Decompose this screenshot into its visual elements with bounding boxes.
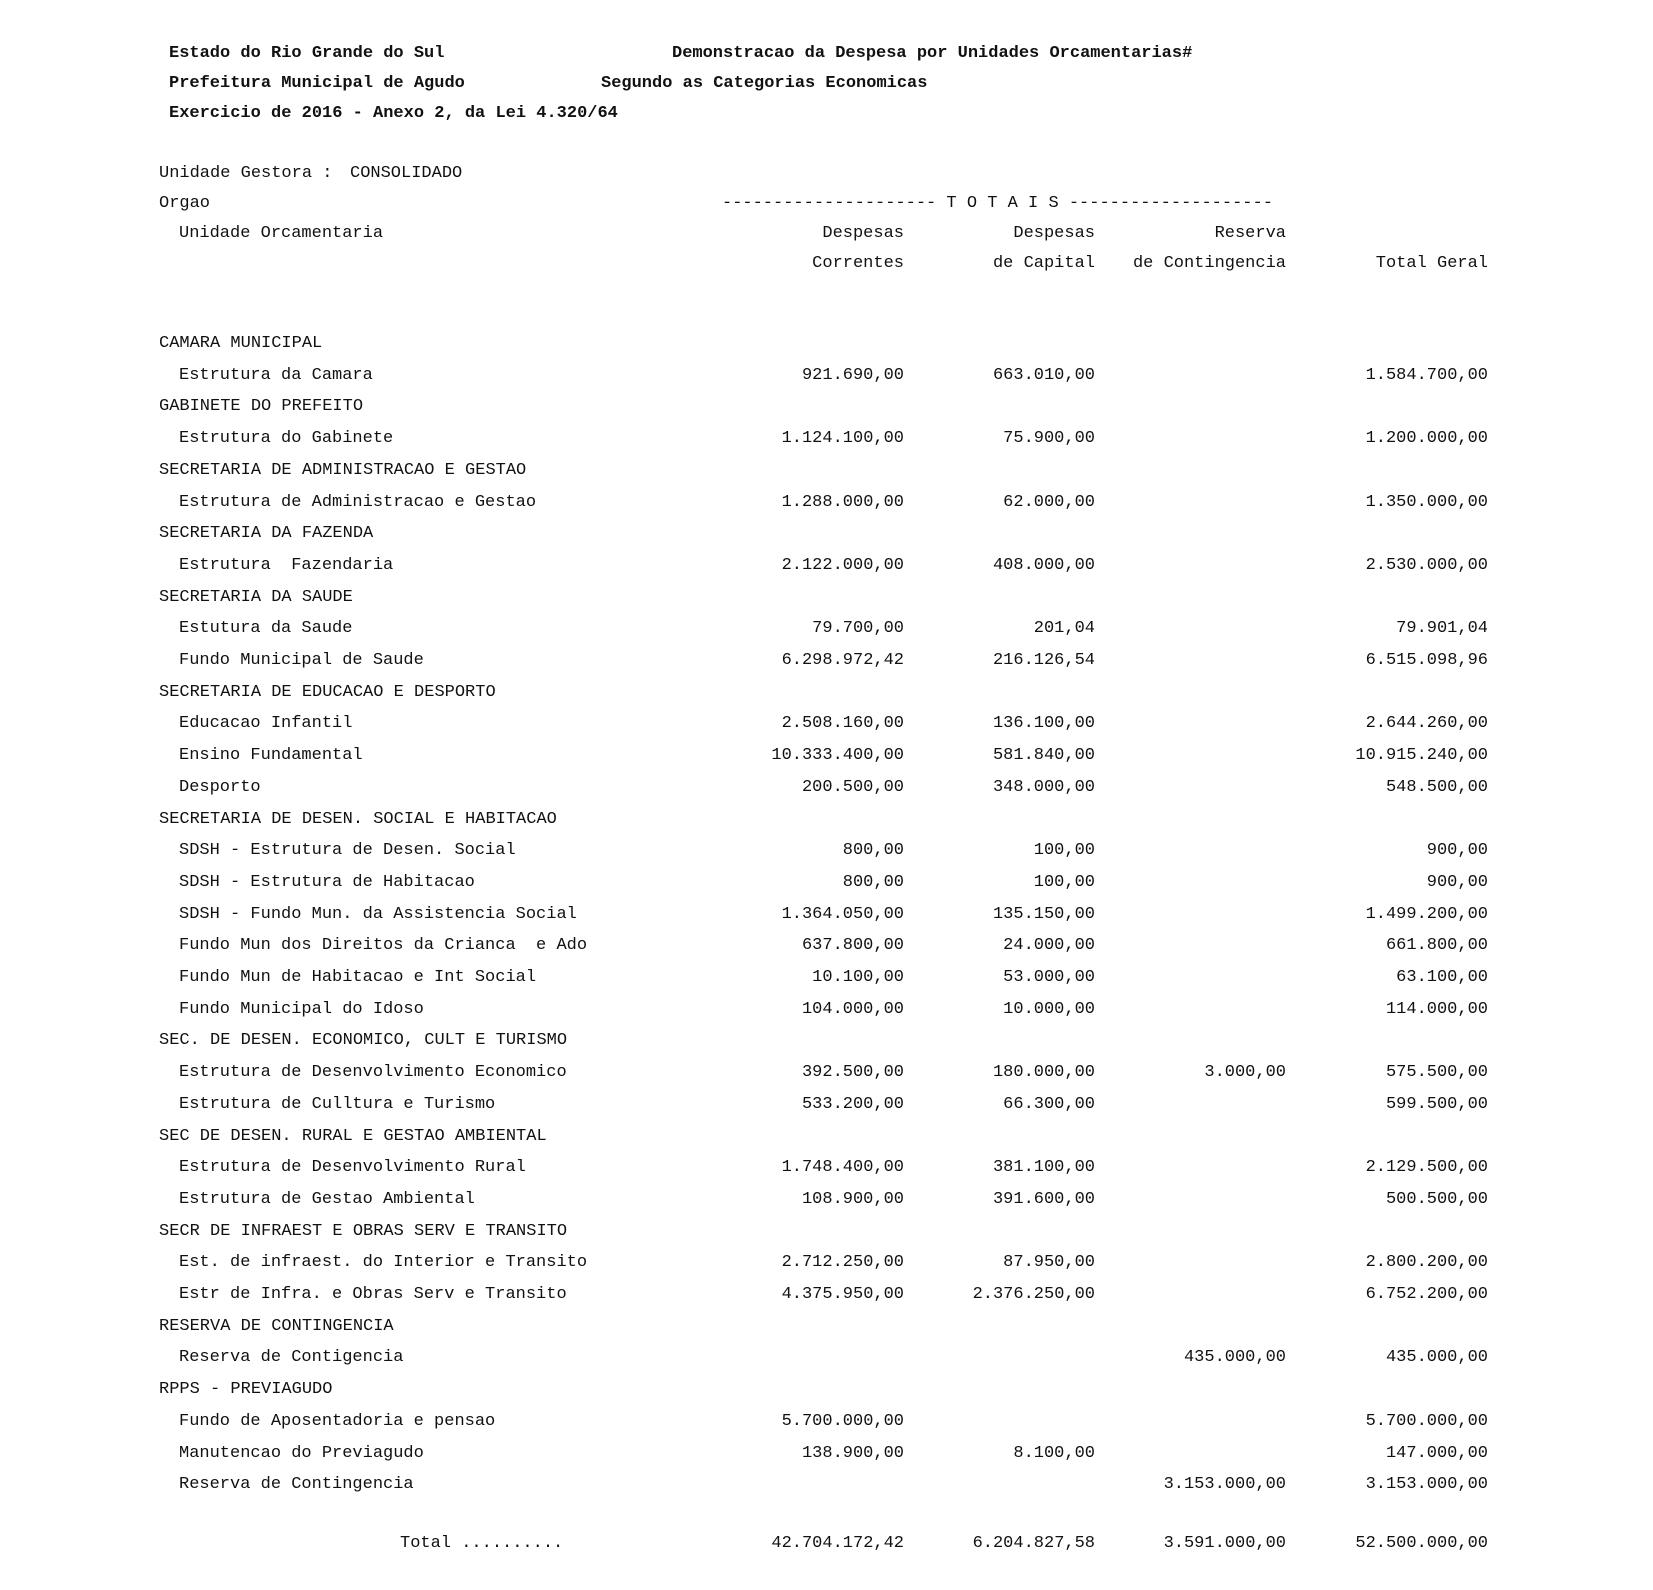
cell-capital: 100,00	[1033, 841, 1095, 861]
report-title: Demonstracao da Despesa por Unidades Orcamentarias#	[672, 44, 1193, 63]
cell-correntes: 1.288.000,00	[781, 492, 904, 512]
cell-capital: 87.950,00	[1003, 1253, 1095, 1273]
cell-capital: 348.000,00	[992, 777, 1095, 797]
totals-label: Total ..........	[400, 1534, 564, 1553]
cell-capital: 100,00	[1033, 872, 1095, 892]
cell-correntes: 104.000,00	[801, 999, 904, 1019]
unidade-label: Fundo Municipal de Saude	[179, 651, 424, 670]
table-row	[0, 556, 1653, 586]
cell-total: 1.200.000,00	[1365, 429, 1488, 449]
unidade-label: Fundo de Aposentadoria e pensao	[179, 1411, 496, 1431]
unidade-label: Educacao Infantil	[179, 714, 353, 734]
orgao-row	[0, 1222, 1653, 1252]
unidade-label: Fundo Mun dos Direitos da Crianca e Ado	[179, 936, 588, 956]
cell-correntes: 79.700,00	[812, 619, 904, 639]
cell-total: 10.915.240,00	[1355, 746, 1488, 766]
orgao-label: GABINETE DO PREFEITO	[159, 397, 364, 417]
orgao-row	[0, 810, 1653, 840]
cell-total: 2.530.000,00	[1365, 555, 1488, 575]
cell-capital: 391.600,00	[992, 1189, 1095, 1209]
unidade-label: Fundo Mun de Habitacao e Int Social	[179, 968, 537, 987]
cell-correntes: 10.100,00	[812, 968, 904, 987]
cell-total: 6.752.200,00	[1365, 1285, 1488, 1304]
cell-capital: 663.010,00	[992, 365, 1095, 385]
orgao-label: SECR DE INFRAEST E OBRAS SERV E TRANSITO	[159, 1221, 568, 1241]
orgao-label: SECRETARIA DE ADMINISTRACAO E GESTAO	[159, 460, 527, 480]
cell-correntes: 4.375.950,00	[781, 1285, 904, 1304]
cell-correntes: 392.500,00	[801, 1063, 904, 1083]
header-exercise: Exercicio de 2016 - Anexo 2, da Lei 4.320/64	[169, 104, 618, 123]
unidade-label: Estutura da Saude	[179, 619, 353, 639]
cell-correntes: 1.364.050,00	[781, 904, 904, 924]
cell-capital: 180.000,00	[992, 1063, 1095, 1083]
table-row	[0, 841, 1653, 871]
column-correntes-line1: Despesas	[822, 224, 904, 243]
report-subtitle: Segundo as Categorias Economicas	[601, 74, 928, 93]
orgao-row	[0, 334, 1653, 364]
unidade-label: Desporto	[179, 777, 261, 797]
cell-correntes: 5.700.000,00	[781, 1411, 904, 1431]
orgao-row	[0, 1127, 1653, 1157]
cell-correntes: 2.122.000,00	[781, 555, 904, 575]
table-row	[0, 1190, 1653, 1220]
cell-capital: 381.100,00	[992, 1158, 1095, 1178]
table-row	[0, 936, 1653, 966]
cell-total: 900,00	[1426, 841, 1488, 861]
cell-total: 500.500,00	[1385, 1189, 1488, 1209]
table-row	[0, 651, 1653, 681]
table-row	[0, 619, 1653, 649]
unidade-label: Fundo Municipal do Idoso	[179, 999, 424, 1019]
cell-total: 63.100,00	[1396, 968, 1488, 987]
cell-reserva: 3.000,00	[1204, 1063, 1286, 1083]
orgao-row	[0, 397, 1653, 427]
orgao-label: RESERVA DE CONTINGENCIA	[159, 1316, 394, 1336]
table-row	[0, 366, 1653, 396]
cell-correntes: 800,00	[842, 841, 904, 861]
column-correntes-line2: Correntes	[812, 254, 904, 273]
cell-capital: 135.150,00	[992, 904, 1095, 924]
unidade-label: Estrutura de Gestao Ambiental	[179, 1189, 475, 1209]
unidade-label: Est. de infraest. do Interior e Transito	[179, 1253, 588, 1273]
cell-total: 147.000,00	[1385, 1443, 1488, 1463]
unidade-label: SDSH - Estrutura de Desen. Social	[179, 841, 516, 861]
cell-correntes: 108.900,00	[801, 1189, 904, 1209]
table-row	[0, 873, 1653, 903]
total-correntes: 42.704.172,42	[771, 1534, 904, 1553]
orgao-row	[0, 1317, 1653, 1347]
cell-correntes: 6.298.972,42	[781, 651, 904, 670]
cell-total: 79.901,04	[1396, 619, 1488, 639]
unidade-label: Reserva de Contingencia	[179, 1475, 414, 1495]
table-row	[0, 1475, 1653, 1505]
unit-label: Unidade Gestora :	[159, 164, 333, 183]
cell-total: 548.500,00	[1385, 777, 1488, 797]
orgao-label: CAMARA MUNICIPAL	[159, 334, 323, 353]
column-capital-line1: Despesas	[1013, 224, 1095, 243]
table-row	[0, 778, 1653, 808]
unidade-label: Estrutura de Desenvolvimento Economico	[179, 1063, 567, 1083]
table-row	[0, 968, 1653, 998]
orgao-label: SECRETARIA DE EDUCACAO E DESPORTO	[159, 682, 496, 702]
cell-correntes: 1.748.400,00	[781, 1158, 904, 1178]
unidade-label: Reserva de Contigencia	[179, 1348, 404, 1368]
cell-capital: 66.300,00	[1003, 1094, 1095, 1114]
cell-correntes: 138.900,00	[801, 1443, 904, 1463]
orgao-row	[0, 461, 1653, 491]
orgao-row	[0, 1031, 1653, 1061]
cell-total: 6.515.098,96	[1365, 651, 1488, 670]
cell-correntes: 2.508.160,00	[781, 714, 904, 734]
total-geral: 52.500.000,00	[1355, 1534, 1488, 1553]
table-row	[0, 1253, 1653, 1283]
orgao-label: SEC. DE DESEN. ECONOMICO, CULT E TURISMO	[159, 1031, 568, 1051]
column-totais-banner: --------------------- T O T A I S --------------------	[722, 194, 1273, 213]
unidade-label: Estrutura Fazendaria	[179, 555, 394, 575]
cell-correntes: 10.333.400,00	[771, 746, 904, 766]
column-reserva-line2: de Contingencia	[1132, 254, 1286, 273]
cell-capital: 8.100,00	[1013, 1443, 1095, 1463]
cell-correntes: 637.800,00	[801, 936, 904, 956]
cell-total: 575.500,00	[1385, 1063, 1488, 1083]
orgao-label: RPPS - PREVIAGUDO	[159, 1380, 333, 1400]
table-row	[0, 1348, 1653, 1378]
orgao-label: SECRETARIA DA FAZENDA	[159, 524, 374, 544]
cell-total: 2.129.500,00	[1365, 1158, 1488, 1178]
orgao-row	[0, 1380, 1653, 1410]
table-row	[0, 1444, 1653, 1474]
cell-total: 5.700.000,00	[1365, 1411, 1488, 1431]
unidade-label: Manutencao do Previagudo	[179, 1443, 424, 1463]
cell-capital: 62.000,00	[1003, 492, 1095, 512]
cell-correntes: 533.200,00	[801, 1094, 904, 1114]
cell-capital: 201,04	[1033, 619, 1095, 639]
header-state: Estado do Rio Grande do Sul	[169, 44, 445, 63]
column-reserva-line1: Reserva	[1214, 224, 1286, 243]
cell-total: 114.000,00	[1385, 999, 1488, 1019]
table-row	[0, 1412, 1653, 1442]
cell-reserva: 3.153.000,00	[1163, 1475, 1286, 1495]
total-reserva: 3.591.000,00	[1163, 1534, 1286, 1553]
cell-capital: 53.000,00	[1003, 968, 1095, 987]
cell-total: 900,00	[1426, 872, 1488, 892]
column-capital-line2: de Capital	[992, 254, 1095, 273]
cell-total: 3.153.000,00	[1365, 1475, 1488, 1495]
totals-row	[0, 1534, 1653, 1564]
table-row	[0, 714, 1653, 744]
cell-correntes: 800,00	[842, 872, 904, 892]
cell-total: 661.800,00	[1385, 936, 1488, 956]
orgao-row	[0, 683, 1653, 713]
cell-reserva: 435.000,00	[1183, 1348, 1286, 1368]
cell-correntes: 1.124.100,00	[781, 429, 904, 449]
table-row	[0, 429, 1653, 459]
cell-total: 1.584.700,00	[1365, 365, 1488, 385]
cell-correntes: 200.500,00	[801, 777, 904, 797]
cell-total: 599.500,00	[1385, 1094, 1488, 1114]
unidade-label: SDSH - Fundo Mun. da Assistencia Social	[179, 904, 577, 924]
orgao-row	[0, 524, 1653, 554]
unidade-label: Estrutura da Camara	[179, 365, 373, 385]
orgao-label: SEC DE DESEN. RURAL E GESTAO AMBIENTAL	[159, 1126, 547, 1146]
table-row	[0, 746, 1653, 776]
unidade-label: Estrutura de Culltura e Turismo	[179, 1094, 496, 1114]
cell-total: 1.499.200,00	[1365, 904, 1488, 924]
table-row	[0, 1158, 1653, 1188]
cell-correntes: 2.712.250,00	[781, 1253, 904, 1273]
cell-capital: 24.000,00	[1003, 936, 1095, 956]
orgao-label: SECRETARIA DE DESEN. SOCIAL E HABITACAO	[159, 809, 557, 829]
table-row	[0, 493, 1653, 523]
cell-capital: 216.126,54	[992, 651, 1095, 670]
cell-capital: 10.000,00	[1003, 999, 1095, 1019]
cell-capital: 408.000,00	[992, 555, 1095, 575]
cell-capital: 581.840,00	[992, 746, 1095, 766]
cell-capital: 136.100,00	[992, 714, 1095, 734]
unidade-label: Estr de Infra. e Obras Serv e Transito	[179, 1285, 567, 1304]
cell-total: 2.800.200,00	[1365, 1253, 1488, 1273]
unit-value: CONSOLIDADO	[350, 164, 463, 183]
cell-total: 2.644.260,00	[1365, 714, 1488, 734]
table-row	[0, 1095, 1653, 1125]
unidade-label: Estrutura do Gabinete	[179, 429, 394, 449]
table-row	[0, 1063, 1653, 1093]
orgao-row	[0, 588, 1653, 618]
table-row	[0, 1000, 1653, 1030]
cell-capital: 75.900,00	[1003, 429, 1095, 449]
table-row	[0, 905, 1653, 935]
cell-total: 435.000,00	[1385, 1348, 1488, 1368]
unidade-label: Estrutura de Administracao e Gestao	[179, 492, 537, 512]
orgao-label: SECRETARIA DA SAUDE	[159, 587, 353, 607]
unidade-label: Estrutura de Desenvolvimento Rural	[179, 1158, 526, 1178]
column-orgao: Orgao	[159, 194, 211, 213]
cell-total: 1.350.000,00	[1365, 492, 1488, 512]
table-row	[0, 1285, 1653, 1315]
unidade-label: SDSH - Estrutura de Habitacao	[179, 872, 475, 892]
column-unidade: Unidade Orcamentaria	[179, 224, 384, 243]
total-capital: 6.204.827,58	[972, 1534, 1095, 1553]
unidade-label: Ensino Fundamental	[179, 746, 363, 766]
header-municipality: Prefeitura Municipal de Agudo	[169, 74, 465, 93]
column-total-geral: Total Geral	[1375, 254, 1488, 273]
cell-correntes: 921.690,00	[801, 365, 904, 385]
cell-capital: 2.376.250,00	[972, 1285, 1095, 1304]
